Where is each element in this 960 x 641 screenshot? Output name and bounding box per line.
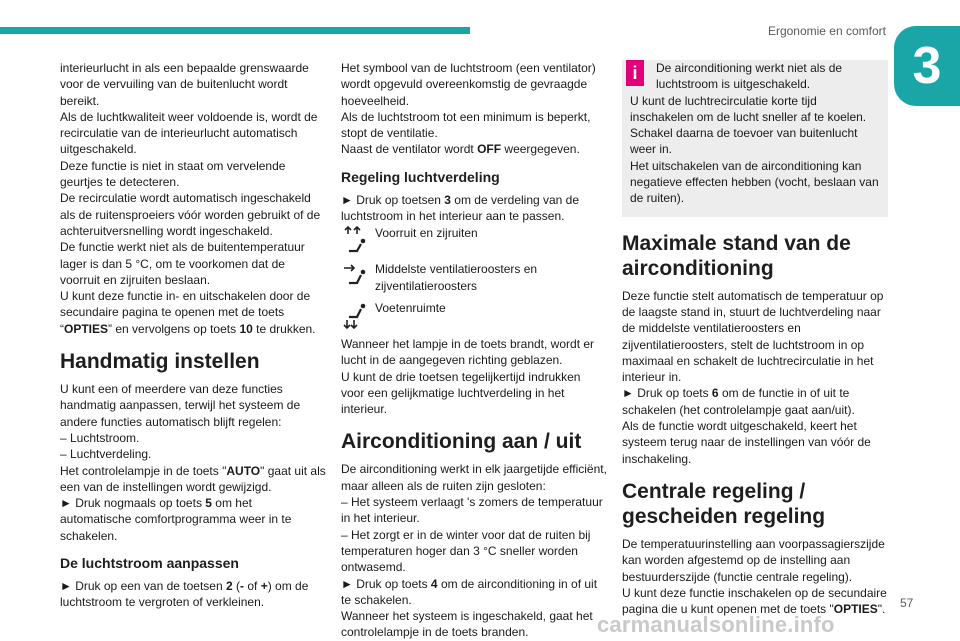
instruction-step: ► Druk nogmaals op toets 5 om het automatische comfortprogramma weer in te schakelen. bbox=[60, 496, 292, 543]
symbol-row-windscreen bbox=[341, 225, 607, 255]
instruction-step: ► Druk op toets 4 om de airconditioning in of uit te schakelen. bbox=[341, 576, 598, 607]
instruction-step: ► Druk op toetsen 3 om de verdeling van de luchtstroom in het interieur aan te passen. bbox=[341, 192, 580, 224]
list-item: – Het zorgt er in de winter voor dat de ruiten bij temperaturen hoger dan 3 °C sneller worden ontwasemd. bbox=[341, 527, 591, 575]
list-item: – Het systeem verlaagt 's zomers de temperatuur in het interieur. bbox=[341, 495, 603, 526]
paragraph: De functie werkt niet als de buitentemperatuur lager is dan 5 °C, om te voorkomen dat de voorruit en zijruiten beslaan. bbox=[60, 240, 305, 287]
symbol-label: Middelste ventilatieroosters en zijventilatieroosters bbox=[375, 262, 538, 293]
section-title: Ergonomie en comfort bbox=[767, 24, 886, 38]
paragraph: Wanneer het lampje in de toets brandt, wordt er lucht in de aangegeven richting geblazen. bbox=[341, 336, 595, 368]
paragraph: De recirculatie wordt automatisch ingeschakeld als de ruitensproeiers vóór worden gebruikt of de achteruitversnelling wordt ingeschakeld. bbox=[60, 191, 321, 238]
paragraph: Als de luchtstroom tot een minimum is beperkt, stopt de ventilatie. bbox=[341, 109, 591, 141]
info-icon: i bbox=[626, 60, 644, 86]
paragraph: De temperatuurinstelling aan voorpassagierszijde kan worden afgestemd op de instelling aan bestuurderszijde (functie centrale regeling). bbox=[622, 536, 885, 584]
center-vents-icon bbox=[341, 261, 371, 291]
heading-distribution: Regeling luchtverdeling bbox=[341, 168, 500, 185]
instruction-step: ► Druk op een van de toetsen 2 (- of +) om de luchtstroom te vergroten of verkleinen. bbox=[60, 579, 309, 610]
list-item: – Luchtverdeling. bbox=[60, 447, 152, 462]
symbol-label: Voorruit en zijruiten bbox=[375, 226, 478, 241]
paragraph: U kunt de drie toetsen tegelijkertijd indrukken voor een gelijkmatige luchtverdeling in het interieur. bbox=[341, 369, 581, 417]
paragraph: Deze functie is niet in staat om vervelende geurtjes te detecteren. bbox=[60, 158, 286, 190]
heading-max-ac: Maximale stand van de airconditioning bbox=[622, 231, 851, 280]
paragraph: Het symbool van de luchtstroom (een ventilator) wordt opgevuld overeenkomstig de gevraagde hoeveelheid. bbox=[341, 61, 596, 108]
paragraph: Als de functie wordt uitgeschakeld, keert het systeem terug naar de instellingen van vóór de inschakeling. bbox=[622, 419, 871, 466]
paragraph: U kunt deze functie inschakelen op de secundaire pagina die u kunt openen met de toets "OPTIES". bbox=[622, 585, 887, 617]
symbol-row-footwell bbox=[341, 300, 607, 330]
list-item: – Luchtstroom. bbox=[60, 430, 140, 445]
info-text: U kunt de luchtrecirculatie korte tijd inschakelen om de lucht sneller af te koelen. Schakel daarna de toevoer van buitenlucht weer in. bbox=[630, 93, 867, 157]
footwell-icon bbox=[341, 300, 371, 330]
paragraph: U kunt een of meerdere van deze functies handmatig aanpassen, terwijl het systeem de andere functies automatisch blijft regelen: bbox=[60, 382, 301, 429]
paragraph: Het controlelampje in de toets "AUTO" gaat uit als een van de instellingen wordt gewijzigd. bbox=[60, 463, 326, 494]
heading-airflow: De luchtstroom aanpassen bbox=[60, 555, 239, 572]
heading-ac: Airconditioning aan / uit bbox=[341, 430, 582, 454]
windscreen-icon bbox=[341, 225, 371, 255]
paragraph: Als de luchtkwaliteit weer voldoende is, wordt de recirculatie van de interieurlucht automatisch uitgeschakeld. bbox=[60, 109, 318, 157]
paragraph: U kunt deze functie in- en uitschakelen door de secundaire pagina te openen met de toets “OPTIES” en vervolgens op toets 10 te drukken. bbox=[60, 289, 316, 336]
paragraph: Deze functie stelt automatisch de temperatuur op de laagste stand in, stuurt de luchtverdeling naar de middelste ventilatieroosters en zijventilatieroosters, stelt de luchtstroom in op maximaal en schakelt de luchtrecirculatie in het interieur in. bbox=[622, 288, 884, 385]
heading-manual: Handmatig instellen bbox=[60, 350, 260, 374]
header-accent-bar bbox=[0, 27, 470, 34]
paragraph: interieurlucht in als een bepaalde grenswaarde voor de vervuiling van de buitenlucht wordt bereikt. bbox=[60, 61, 309, 108]
column-right bbox=[622, 60, 888, 617]
column-left bbox=[60, 60, 326, 611]
info-box bbox=[622, 60, 888, 217]
symbol-row-center-vents bbox=[341, 261, 607, 294]
column-middle bbox=[341, 60, 607, 641]
chapter-number-tab: 3 bbox=[894, 26, 960, 106]
paragraph: De airconditioning werkt in elk jaargetijde efficiënt, maar alleen als de ruiten zijn gesloten: bbox=[341, 462, 607, 493]
instruction-step: ► Druk op toets 6 om de functie in of uit te schakelen (het controlelampje gaat aan/uit). bbox=[622, 386, 855, 417]
page-number: 57 bbox=[900, 596, 914, 610]
heading-central: Centrale regeling / gescheiden regeling bbox=[622, 479, 826, 528]
watermark: carmanualsonline.info bbox=[597, 612, 835, 637]
paragraph: Naast de ventilator wordt OFF weergegeven. bbox=[341, 142, 580, 157]
paragraph: Wanneer het systeem is ingeschakeld, gaat het controlelampje in de toets branden. bbox=[341, 609, 593, 640]
info-text: De airconditioning werkt niet als de luchtstroom is uitgeschakeld. bbox=[656, 61, 843, 92]
symbol-label: Voetenruimte bbox=[375, 300, 446, 315]
info-text: Het uitschakelen van de airconditioning kan negatieve effecten hebben (vocht, beslaan van de ruiten). bbox=[630, 158, 879, 206]
